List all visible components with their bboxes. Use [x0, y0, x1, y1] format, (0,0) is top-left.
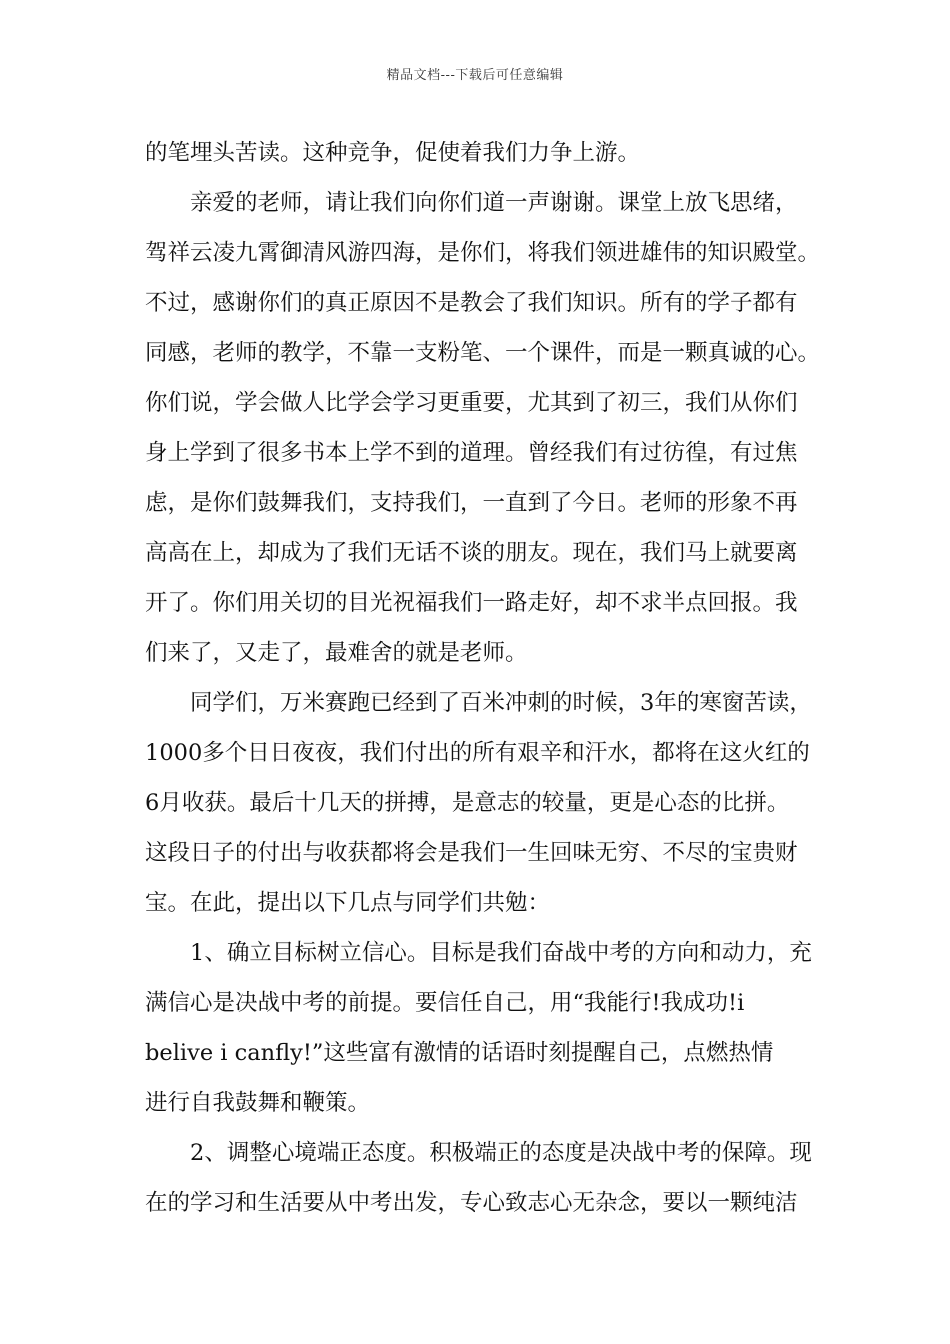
text-line: 的笔埋头苦读。这种竞争，促使着我们力争上游。	[145, 140, 641, 166]
text-line: 驾祥云凌九霄御清风游四海，是你们，将我们领进雄伟的知识殿堂。	[145, 240, 821, 266]
text-line: 们来了，又走了，最难舍的就是老师。	[145, 640, 528, 666]
text-line: 高高在上，却成为了我们无话不谈的朋友。现在，我们马上就要离	[145, 540, 798, 566]
text-line: 2、调整心境端正态度。积极端正的态度是决战中考的保障。现	[190, 1140, 812, 1166]
text-line: 满信心是决战中考的前提。要信任自己，用“我能行!我成功!i	[145, 990, 745, 1016]
text-line: 开了。你们用关切的目光祝福我们一路走好，却不求半点回报。我	[145, 590, 798, 616]
text-line: belive i canfly!”这些富有激情的话语时刻提醒自己，点燃热情	[145, 1040, 774, 1066]
text-line: 在的学习和生活要从中考出发，专心致志心无杂念，要以一颗纯洁	[145, 1190, 798, 1216]
body-text	[145, 128, 825, 1228]
text-line: 不过，感谢你们的真正原因不是教会了我们知识。所有的学子都有	[145, 290, 798, 316]
text-line: 同感，老师的教学，不靠一支粉笔、一个课件，而是一颗真诚的心。	[145, 340, 821, 366]
page-header: 精品文档---下载后可任意编辑	[386, 68, 564, 83]
text-line: 同学们，万米赛跑已经到了百米冲刺的时候，3年的寒窗苦读，	[190, 690, 812, 716]
text-line: 宝。在此，提出以下几点与同学们共勉：	[145, 890, 551, 916]
text-line: 1000多个日日夜夜，我们付出的所有艰辛和汗水，都将在这火红的	[145, 740, 810, 766]
text-line: 进行自我鼓舞和鞭策。	[145, 1090, 371, 1116]
text-line: 身上学到了很多书本上学不到的道理。曾经我们有过彷徨，有过焦	[145, 440, 798, 466]
text-line: 亲爱的老师，请让我们向你们道一声谢谢。课堂上放飞思绪，	[190, 190, 798, 216]
text-line: 6月收获。最后十几天的拼搏，是意志的较量，更是心态的比拼。	[145, 790, 790, 816]
text-line: 这段日子的付出与收获都将会是我们一生回味无穷、不尽的宝贵财	[145, 840, 798, 866]
text-line: 虑，是你们鼓舞我们，支持我们，一直到了今日。老师的形象不再	[145, 490, 798, 516]
text-line: 你们说，学会做人比学会学习更重要，尤其到了初三，我们从你们	[145, 390, 798, 416]
text-line: 1、确立目标树立信心。目标是我们奋战中考的方向和动力，充	[190, 940, 812, 966]
